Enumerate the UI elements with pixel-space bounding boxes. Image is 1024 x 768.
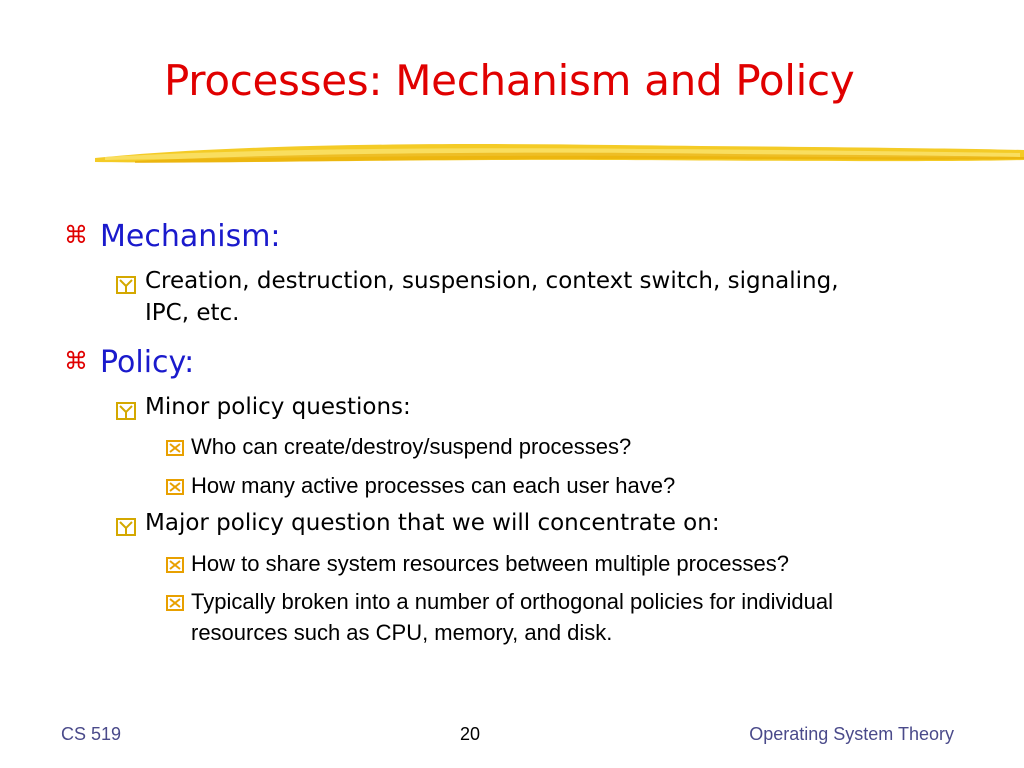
checkbox-x-icon — [166, 479, 184, 495]
bullet-typically-broken-text: Typically broken into a number of orthogonal policies for individual resources such as CPU, memory, and disk. — [191, 589, 834, 645]
command-symbol-icon: ⌘ — [64, 347, 88, 375]
footer-course-title: Operating System Theory — [749, 724, 954, 744]
bullet-typically-broken — [191, 589, 833, 646]
bullet-major-policy: Major policy question that we will concentrate on: — [145, 510, 720, 536]
bullet-how-to-share: How to share system resources between multiple processes? — [191, 551, 789, 577]
footer-course: CS 519 — [61, 724, 122, 744]
bullet-mechanism: ⌘ Mechanism: — [64, 219, 281, 254]
bullet-minor-policy: Minor policy questions: — [145, 394, 411, 420]
checkbox-x-icon — [166, 440, 184, 456]
checkbox-y-icon — [116, 276, 136, 294]
bullet-creation — [145, 268, 839, 326]
checkbox-y-icon — [116, 402, 136, 420]
bullet-creation-text: Creation, destruction, suspension, context switch, signaling, IPC, etc. — [145, 268, 839, 326]
checkbox-x-icon — [166, 595, 184, 611]
command-symbol-icon: ⌘ — [64, 221, 88, 249]
footer-page-number: 20 — [460, 724, 481, 744]
bullet-how-many: How many active processes can each user have? — [191, 473, 675, 499]
checkbox-x-icon — [166, 557, 184, 573]
slide-title: Processes: Mechanism and Policy — [164, 56, 855, 105]
bullet-policy: ⌘ Policy: — [64, 345, 195, 380]
checkbox-y-icon — [116, 518, 136, 536]
bullet-who-can: Who can create/destroy/suspend processes? — [191, 434, 631, 460]
